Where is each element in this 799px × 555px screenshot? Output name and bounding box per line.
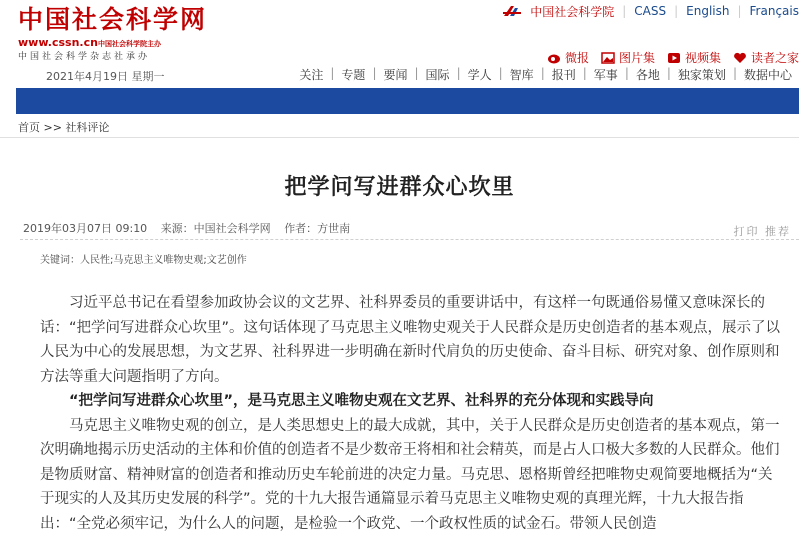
breadcrumb-home[interactable]: 首页 [18, 121, 40, 134]
link-cass[interactable]: CASS [634, 4, 667, 18]
logo-url-text: www.cssn.cn [18, 36, 98, 49]
article-meta [23, 220, 360, 236]
media-links [535, 49, 799, 66]
media-videos[interactable] [667, 49, 721, 66]
nav-item-gedi[interactable]: 各地 [635, 68, 660, 82]
breadcrumb-separator: >> [43, 121, 62, 134]
article-title: 把学问写进群众心坎里 [284, 175, 515, 200]
article-keywords: 关键词：人民性;马克思主义唯物史观;文艺创作 [40, 255, 247, 266]
nav-item-dujia[interactable]: 独家策划 [677, 68, 726, 82]
logo-subtitle: 中国社会科学杂志社承办 [18, 52, 151, 62]
article-datetime: 2019年03月07日 09:10 [23, 222, 148, 235]
divider: | [732, 66, 737, 80]
article-paragraph: 马克思主义唯物史观的创立，是人类思想史上的最大成就，其中，关于人民群众是历史创造者的基本观点，第一次明确地揭示历史活动的主体和价值的创造者不是少数帝王将相和社会精英，而是占人口极大多数的人民群众。他们是物质财富、精神财富的创造者和推动历史车轮前进的决定力量。马克思、恩格斯曾经把唯物史观简要地概括为“关于现实的人及其历史发展的科学”。党的十九大报告通篇显示着马克思主义唯物史观的真理光辉，十九大报告指出：“全党必须牢记，为什么人的问题，是检验一个政党、一个政权性质的试金石。带领人民创造 [40, 417, 780, 532]
divider: | [582, 66, 587, 80]
reader-heart-icon [733, 52, 747, 64]
article-body [40, 291, 785, 536]
picture-icon [601, 52, 615, 64]
article-author: 作者：方世南 [284, 222, 351, 235]
nav-item-zhiku[interactable]: 智库 [509, 68, 534, 82]
main-nav [292, 66, 799, 83]
divider [20, 239, 799, 240]
article-paragraph: 习近平总书记在看望参加政协会议的文艺界、社科界委员的重要讲话中，有这样一句既通俗易懂又意味深长的话：“把学问写进群众心坎里”。这句话体现了马克思主义唯物史观关于人民群众是历史创造者的基本观点，展示了以人民为中心的发展思想，为文艺界、社科界进一步明确在新时代肩负的历史使命、奋斗目标、研究对象、创作原则和方法等重大问题指明了方向。 [40, 295, 781, 385]
weibao-icon [547, 52, 561, 64]
divider: | [674, 4, 679, 18]
media-weibao[interactable] [547, 49, 589, 66]
media-readers[interactable] [733, 49, 799, 66]
divider: | [330, 66, 335, 80]
nav-item-zhuanti[interactable]: 专题 [341, 68, 366, 82]
nav-item-baokan[interactable]: 报刊 [551, 68, 576, 82]
media-label: 图片集 [618, 51, 655, 65]
divider: | [666, 66, 671, 80]
divider: | [498, 66, 503, 80]
video-icon [667, 52, 681, 64]
breadcrumb-section[interactable]: 社科评论 [65, 121, 110, 134]
media-pictures[interactable] [601, 49, 655, 66]
nav-blue-bar [16, 88, 799, 114]
breadcrumb [18, 119, 109, 135]
logo-title: 中国社会科学网 [18, 5, 208, 34]
divider: | [624, 66, 629, 80]
media-label: 微报 [564, 51, 589, 65]
site-header [0, 0, 799, 88]
logo-url [18, 36, 203, 51]
nav-item-yaowen[interactable]: 要闻 [383, 68, 408, 82]
divider: | [372, 66, 377, 80]
cass-emblem-icon [502, 4, 522, 18]
article-source: 来源：中国社会科学网 [160, 222, 271, 235]
divider: | [456, 66, 461, 80]
current-date: 2021年4月19日 星期一 [46, 70, 165, 83]
nav-item-guanzhu[interactable]: 关注 [299, 68, 324, 82]
divider [0, 137, 799, 138]
divider: | [737, 4, 742, 18]
link-francais[interactable]: Français [749, 4, 799, 18]
site-logo[interactable] [18, 4, 208, 64]
article-subheading: “把学问写进群众心坎里”，是马克思主义唯物史观在文艺界、社科界的充分体现和实践导向 [69, 393, 654, 409]
nav-item-junshi[interactable]: 军事 [593, 68, 618, 82]
media-label: 视频集 [684, 51, 721, 65]
link-cass-cn[interactable]: 中国社会科学院 [530, 4, 615, 19]
top-links [502, 2, 799, 20]
print-recommend-tools[interactable]: 打印 推荐 [733, 225, 791, 238]
logo-url-suffix: 中国社会科学院主办 [97, 40, 161, 48]
divider: | [622, 4, 627, 18]
link-english[interactable]: English [686, 4, 730, 18]
nav-item-guoji[interactable]: 国际 [425, 68, 450, 82]
media-label: 读者之家 [750, 51, 799, 65]
divider: | [540, 66, 545, 80]
nav-item-xueren[interactable]: 学人 [467, 68, 492, 82]
nav-item-shuju[interactable]: 数据中心 [743, 68, 792, 82]
divider: | [414, 66, 419, 80]
